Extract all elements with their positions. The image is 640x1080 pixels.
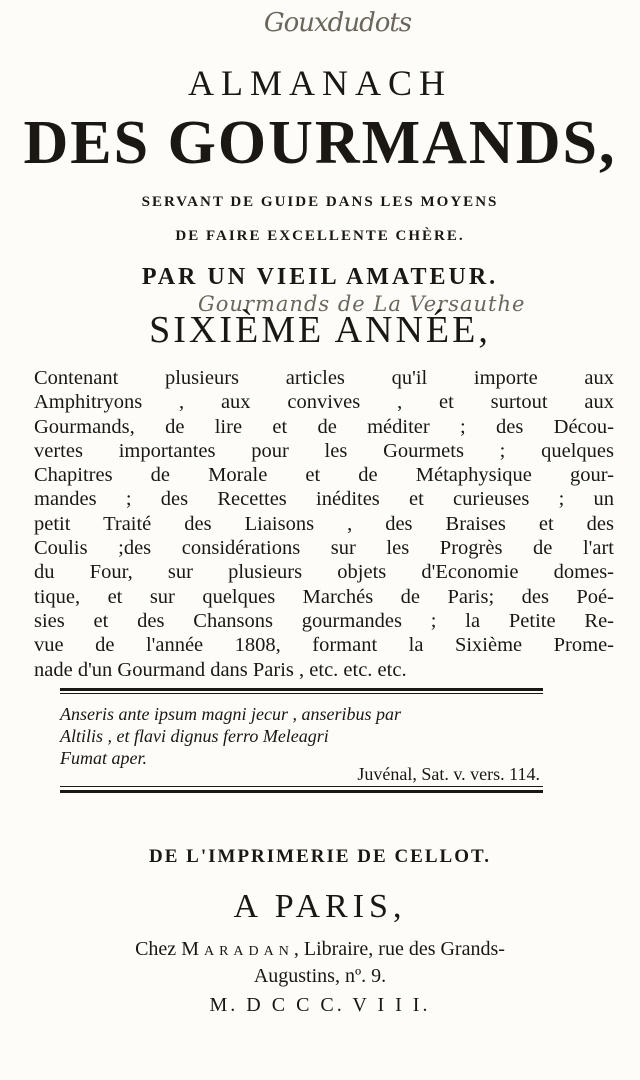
publisher-address xyxy=(0,936,640,990)
contents-line: Chapitres de Morale et de Métaphysique gour- xyxy=(34,464,614,487)
epigraph-line: Anseris ante ipsum magni jecur , anseribus par xyxy=(60,704,401,724)
divider-rule-bottom-thin xyxy=(60,786,543,787)
handwritten-inscription-middle: Gourmands de La Versauthe xyxy=(198,292,526,316)
epigraph-line: Fumat aper. xyxy=(60,748,147,768)
handwritten-inscription-top: Gouxdudots xyxy=(263,8,412,38)
divider-rule-top-thin xyxy=(60,693,543,694)
edition-line: SIXIÈME ANNÉE, xyxy=(149,309,491,351)
contents-line: petit Traité des Liaisons , des Braises et des xyxy=(34,512,614,535)
address-line-2: Augustins, nº. 9. xyxy=(253,965,387,987)
epigraph xyxy=(60,703,543,769)
contents-line: du Four, sur plusieurs objets d'Economie domes- xyxy=(34,561,614,584)
publication-year: M. D C C C. V I I I. xyxy=(209,994,431,1016)
subtitle-line-2: DE FAIRE EXCELLENTE CHÈRE. xyxy=(175,228,465,244)
publisher-name: Maradan xyxy=(181,938,294,960)
contents-line: tique, et sur quelques Marchés de Paris; des Poé- xyxy=(34,585,614,608)
address-line-1-rest: , Libraire, rue des Grands- xyxy=(293,938,505,960)
epigraph-citation: Juvénal, Sat. v. vers. 114. xyxy=(357,764,540,784)
printer-line: DE L'IMPRIMERIE DE CELLOT. xyxy=(149,846,491,867)
divider-rule-bottom xyxy=(60,790,543,793)
title-almanach: ALMANACH xyxy=(187,63,452,103)
city-line: A PARIS, xyxy=(233,888,407,925)
address-line-1 xyxy=(0,936,640,963)
divider-rule-top xyxy=(60,688,543,691)
contents-line: Contenant plusieurs articles qu'il importe aux xyxy=(34,367,614,389)
contents-line: sies et des Chansons gourmandes ; la Petite Re- xyxy=(34,609,614,632)
contents-line: nade d'un Gourmand dans Paris , etc. etc. etc. xyxy=(34,658,407,681)
address-prefix: Chez xyxy=(135,938,177,960)
contents-line: mandes ; des Recettes inédites et curieuses ; un xyxy=(34,488,614,511)
contents-paragraph xyxy=(34,366,614,682)
subtitle-line-1: SERVANT DE GUIDE DANS LES MOYENS xyxy=(141,194,499,210)
contents-line: vue de l'année 1808, formant la Sixième Prome- xyxy=(34,634,614,657)
contents-line: Gourmands, de lire et de méditer ; des Décou- xyxy=(34,415,614,438)
author-line: PAR UN VIEIL AMATEUR. xyxy=(141,264,499,290)
contents-line: Coulis ;des considérations sur les Progrès de l'art xyxy=(34,537,614,560)
contents-line: Amphitryons , aux convives , et surtout aux xyxy=(34,391,614,414)
epigraph-line: Altilis , et flavi dignus ferro Meleagri xyxy=(60,726,329,746)
title-des-gourmands: DES GOURMANDS, xyxy=(23,109,617,177)
contents-line: vertes importantes pour les Gourmets ; quelques xyxy=(34,439,614,462)
